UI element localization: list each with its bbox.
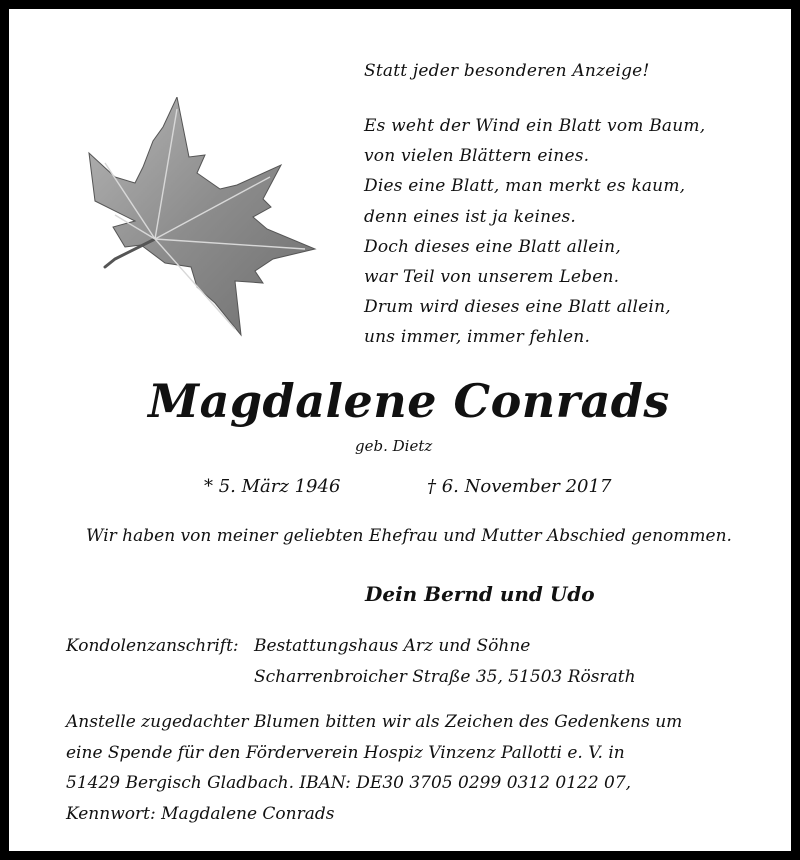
poem-line: Es weht der Wind ein Blatt vom Baum,	[364, 116, 706, 136]
maple-leaf-icon	[85, 97, 320, 337]
farewell-text: Wir haben von meiner geliebten Ehefrau und Mutter Abschied genommen.	[86, 526, 732, 546]
poem-line: Doch dieses eine Blatt allein,	[364, 236, 621, 257]
birth-date: * 5. März 1946	[204, 476, 341, 497]
poem-line: Dies eine Blatt, man merkt es kaum,	[364, 176, 686, 197]
poem	[364, 111, 705, 353]
poem-line: Drum wird dieses eine Blatt allein,	[364, 297, 671, 318]
condolence-address-line: Bestattungshaus Arz und Söhne	[254, 636, 531, 656]
poem-line: uns immer, immer fehlen.	[364, 327, 591, 348]
condolence-address-line: Scharrenbroicher Straße 35, 51503 Rösrath	[254, 667, 636, 687]
donation-line: Kennwort: Magdalene Conrads	[66, 803, 335, 824]
intro-line: Statt jeder besonderen Anzeige!	[364, 61, 650, 81]
maiden-name: geb. Dietz	[355, 437, 433, 455]
death-date: † 6. November 2017	[427, 476, 612, 497]
poem-line: war Teil von unserem Leben.	[364, 267, 620, 288]
condolence-label: Kondolenzanschrift:	[66, 636, 239, 656]
donation-line: Anstelle zugedachter Blumen bitten wir als Zeichen des Gedenkens um	[66, 712, 683, 732]
donation-request	[66, 707, 682, 829]
donation-line: 51429 Bergisch Gladbach. IBAN: DE30 3705 0299 0312 0122 07,	[66, 773, 632, 793]
donation-line: eine Spende für den Förderverein Hospiz Vinzenz Pallotti e. V. in	[66, 742, 625, 763]
poem-line: von vielen Blättern eines.	[364, 146, 590, 167]
poem-line: denn eines ist ja keines.	[364, 206, 577, 227]
signature: Dein Bernd und Udo	[365, 582, 595, 606]
deceased-name: Magdalene Conrads	[148, 374, 670, 428]
